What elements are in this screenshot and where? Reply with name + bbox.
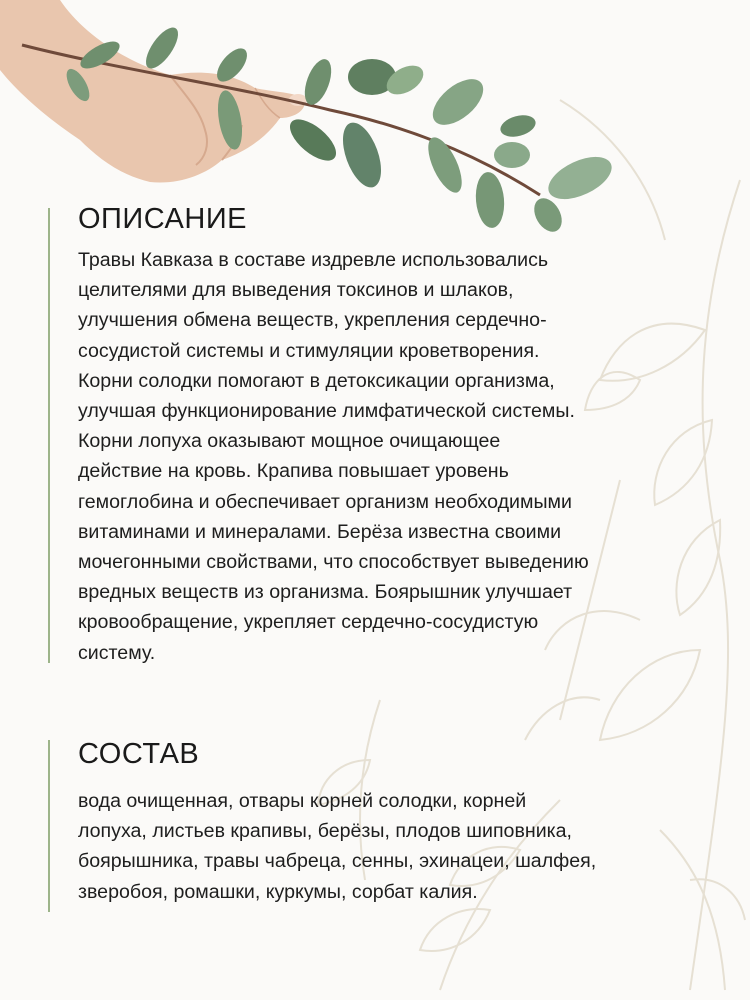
description-line: гемоглобина и обеспечивает организм необходимыми [78, 490, 572, 513]
description-line: Корни лопуха оказывают мощное очищающее [78, 430, 501, 453]
description-line: витаминами и минералами. Берёза известна своими [78, 520, 562, 543]
description-line: Корни солодки помогают в детоксикации организма, [78, 369, 555, 392]
composition-line: вода очищенная, отвары корней солодки, корней [78, 790, 527, 812]
description-line: целителями для выведения токсинов и шлаков, [78, 279, 514, 302]
composition-line: боярышника, травы чабреца, сенны, эхинацеи, шалфея, [78, 850, 597, 873]
description-line: улучшая функционирование лимфатической системы. [78, 400, 575, 423]
description-line: улучшения обмена веществ, укрепления сердечно- [78, 309, 547, 332]
description-line: сосудистой системы и стимуляции кроветворения. [78, 339, 540, 362]
description-text [78, 245, 589, 668]
description-line: кровообращение, укрепляет сердечно-сосудистую [78, 611, 539, 634]
description-accent-rule [48, 208, 50, 663]
description-line: вредных веществ из организма. Боярышник улучшает [78, 581, 573, 604]
composition-heading: СОСТАВ [78, 738, 200, 770]
description-heading: ОПИСАНИЕ [78, 203, 248, 235]
description-line: Травы Кавказа в составе издревле использовались [78, 249, 549, 271]
description-line: систему. [78, 641, 156, 664]
composition-line: лопуха, листьев крапивы, берёзы, плодов шиповника, [78, 820, 572, 843]
description-line: мочегонными свойствами, что способствует выведению [78, 551, 589, 574]
composition-text [78, 786, 596, 907]
description-line: действие на кровь. Крапива повышает уровень [78, 460, 509, 483]
composition-accent-rule [48, 740, 50, 912]
composition-line: зверобоя, ромашки, куркумы, сорбат калия. [78, 880, 478, 903]
